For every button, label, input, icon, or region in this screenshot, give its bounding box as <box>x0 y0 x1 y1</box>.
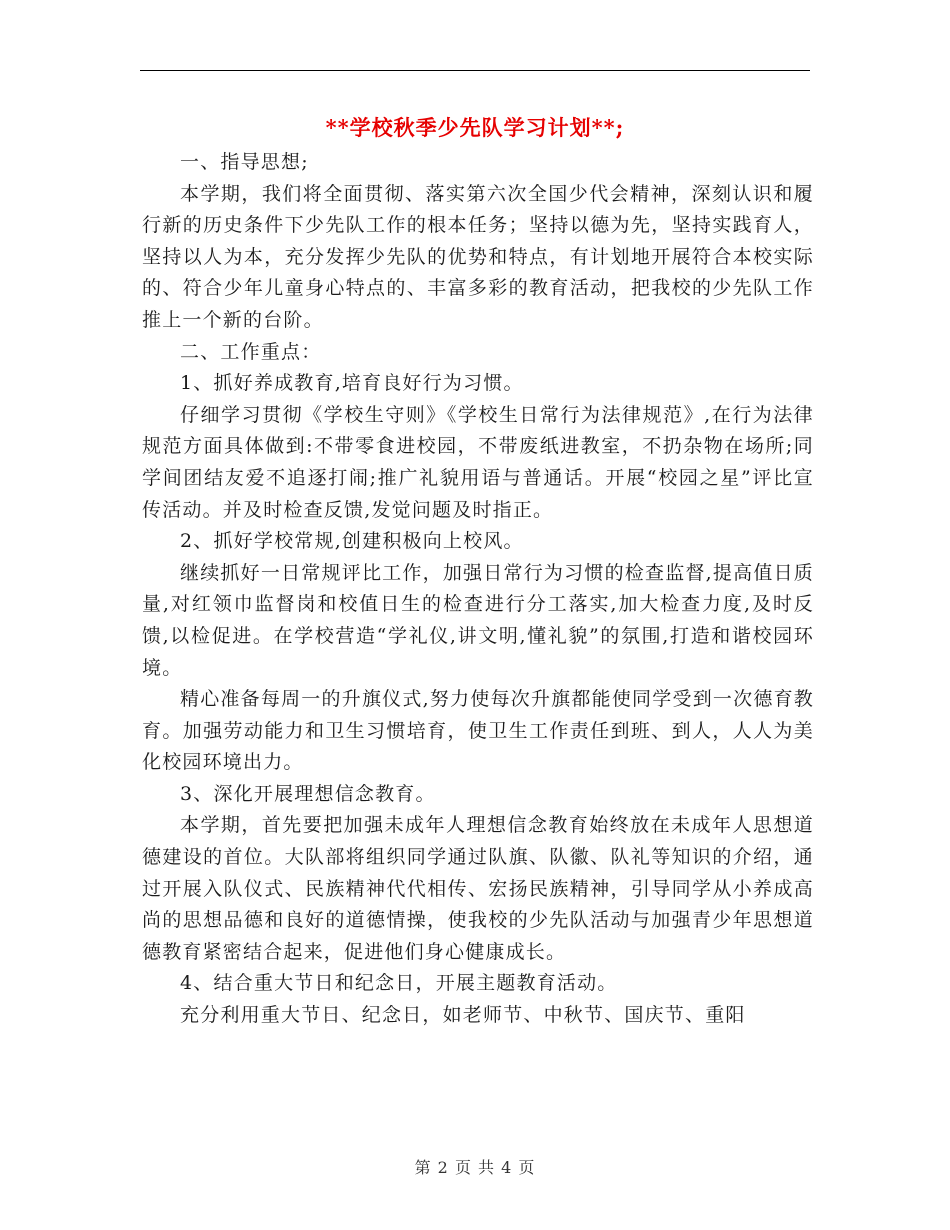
paragraph-item-heading: 4、结合重大节日和纪念日，开展主题教育活动。 <box>180 972 618 995</box>
paragraph: 本学期，首先要把加强未成年人理想信念教育始终放在未成年人思想道德建设的首位。大队部将组织同学通过队旗、队徽、队礼等知识的介绍，通过开展入队仪式、民族精神代代相传、宏扬民族精神，引导同学从小养成高尚的思想品德和良好的道德情操，使我校的少先队活动与加强青少年思想道德教育紧密结合起来，促进他们身心健康成长。 <box>142 814 814 963</box>
paragraph: 本学期，我们将全面贯彻、落实第六次全国少代会精神，深刻认识和履行新的历史条件下少先队工作的根本任务；坚持以德为先，坚持实践育人，坚持以人为本，充分发挥少先队的优势和特点，有计划地开展符合本校实际的、符合少年儿童身心特点的、丰富多彩的教育活动，把我校的少先队工作推上一个新的台阶。 <box>142 182 814 331</box>
paragraph-item-heading: 1、抓好养成教育,培育良好行为习惯。 <box>180 372 524 395</box>
document-body <box>142 147 814 1032</box>
paragraph: 精心准备每周一的升旗仪式,努力使每次升旗都能使同学受到一次德育教育。加强劳动能力和卫生习惯培育，使卫生工作责任到班、到人，人人为美化校园环境出力。 <box>142 688 814 774</box>
header-rule <box>140 70 810 71</box>
paragraph: 继续抓好一日常规评比工作，加强日常行为习惯的检查监督,提高值日质量,对红领巾监督岗和校值日生的检查进行分工落实,加大检查力度,及时反馈,以检促进。在学校营造“学礼仪,讲文明,懂礼貌”的氛围,打造和谐校园环境。 <box>142 561 814 679</box>
document-title: **学校秋季少先队学习计划**; <box>325 115 625 140</box>
paragraph-item-heading: 2、抓好学校常规,创建积极向上校风。 <box>180 530 524 553</box>
paragraph: 充分利用重大节日、纪念日，如老师节、中秋节、国庆节、重阳 <box>180 1004 746 1027</box>
paragraph-item-heading: 3、深化开展理想信念教育。 <box>180 782 436 805</box>
paragraph-section-heading: 二、工作重点： <box>180 340 322 363</box>
page-number-footer: 第 2 页 共 4 页 <box>414 1158 536 1177</box>
paragraph-section-heading: 一、指导思想; <box>180 151 309 173</box>
paragraph: 仔细学习贯彻《学校生守则》《学校生日常行为法律规范》,在行为法律规范方面具体做到:不带零食进校园，不带废纸进教室，不扔杂物在场所;同学间团结友爱不追逐打闹;推广礼貌用语与普通话。开展“校园之星”评比宣传活动。并及时检查反馈,发觉问题及时指正。 <box>142 403 814 521</box>
